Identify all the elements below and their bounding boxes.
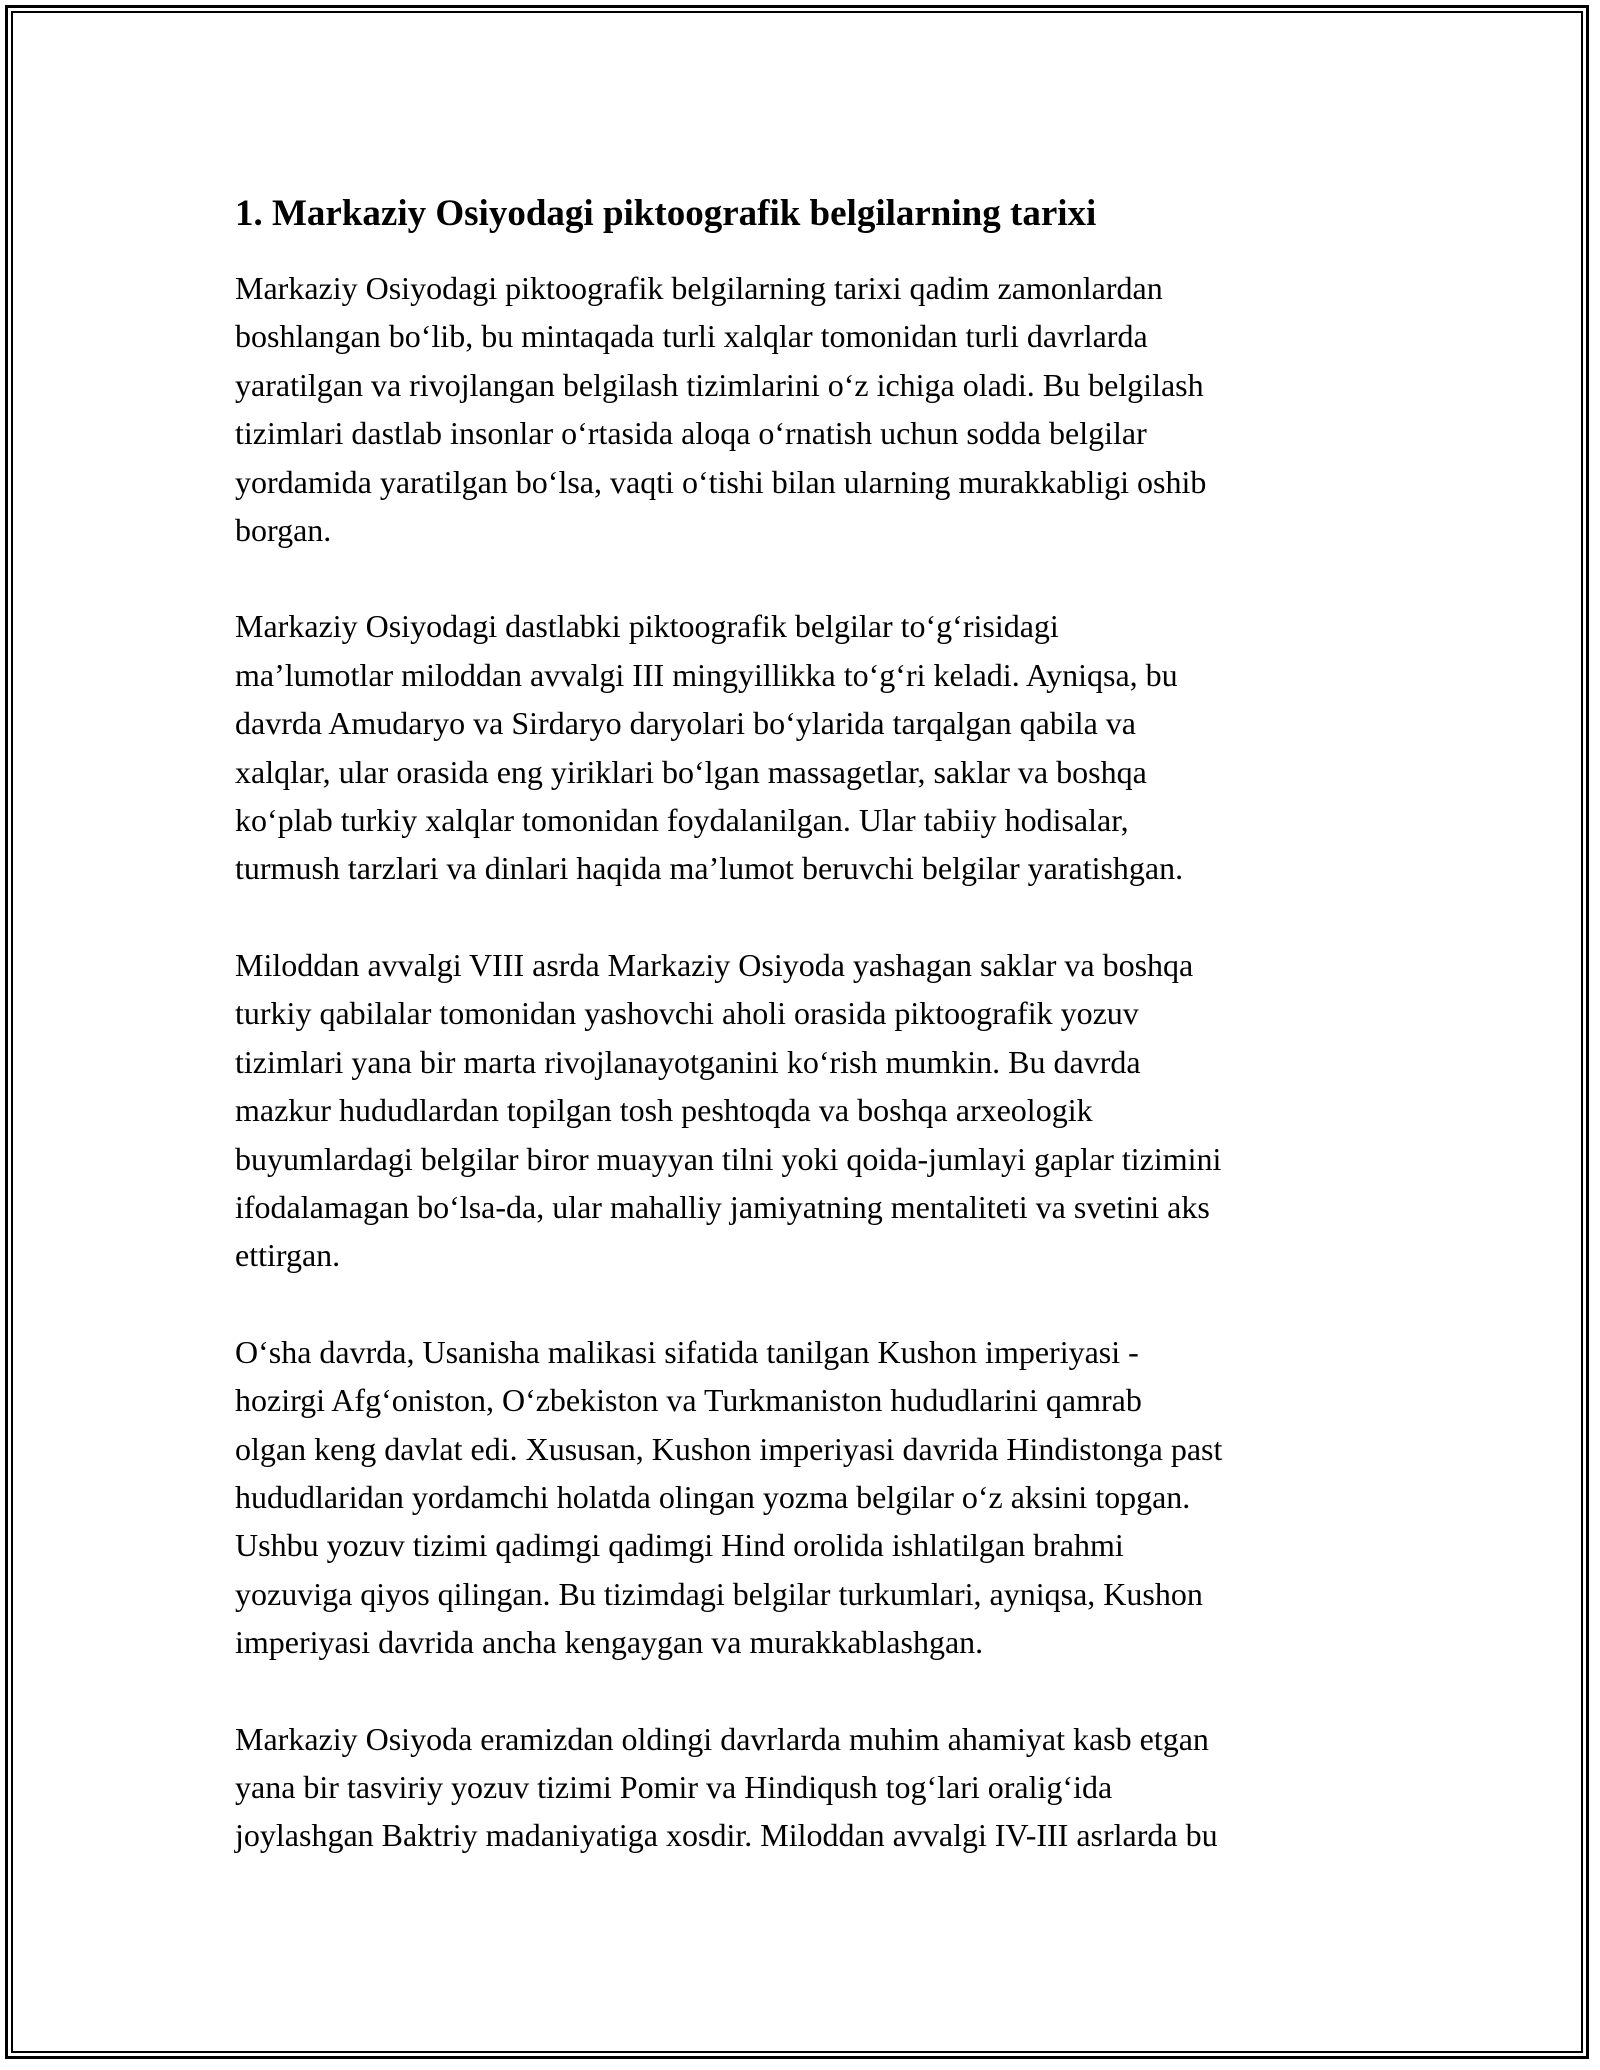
paragraph-1: Markaziy Osiyodagi piktoografik belgilarning tarixi qadim zamonlardan boshlangan bo‘lib, bu mintaqada turli xalqlar tomonidan turli davrlarda yaratilgan va rivojlangan belgilash tizimlarini o‘z ichiga oladi. Bu belgilash tizimlari dastlab insonlar o‘rtasida aloqa o‘rnatish uchun sodda belgilar yordamida yaratilgan bo‘lsa, vaqti o‘tishi bilan ularning murakkabligi oshib borgan. — [235, 270, 1207, 549]
paragraph-5: Markaziy Osiyoda eramizdan oldingi davrlarda muhim ahamiyat kasb etgan yana bir tasviriy yozuv tizimi Pomir va Hindiqush tog‘lari oralig‘ida joylashgan Baktriy madaniyatiga xosdir. Miloddan avvalgi IV-III asrlarda bu — [235, 1720, 1218, 1854]
section-title: 1. Markaziy Osiyodagi piktoografik belgilarning tarixi — [235, 193, 1097, 234]
paragraph-2: Markaziy Osiyodagi dastlabki piktoografik belgilar to‘g‘risidagi ma’lumotlar miloddan avvalgi III mingyillikka to‘g‘ri keladi. Ayniqsa, bu davrda Amudaryo va Sirdaryo daryolari bo‘ylarida tarqalgan qabila va xalqlar, ular orasida eng yiriklari bo‘lgan massagetlar, saklar va boshqa ko‘plab turkiy xalqlar tomonidan foydalanilgan. Ular tabiiy hodisalar, turmush tarzlari va dinlari haqida ma’lumot beruvchi belgilar yaratishgan. — [235, 608, 1184, 887]
document-body — [235, 188, 1375, 1908]
paragraph-4: O‘sha davrda, Usanisha malikasi sifatida tanilgan Kushon imperiyasi - hozirgi Afg‘oniston, O‘zbekiston va Turkmaniston hududlarini qamrab olgan keng davlat edi. Xususan, Kushon imperiyasi davrida Hindistonga past hududlaridan yordamchi holatda olingan yozma belgilar o‘z aksini topgan. Ushbu yozuv tizimi qadimgi qadimgi Hind orolida ishlatilgan brahmi yozuviga qiyos qilingan. Bu tizimdagi belgilar turkumlari, ayniqsa, Kushon imperiyasi davrida ancha kengaygan va murakkablashgan. — [235, 1333, 1223, 1661]
paragraph-3: Miloddan avvalgi VIII asrda Markaziy Osiyoda yashagan saklar va boshqa turkiy qabilalar tomonidan yashovchi aholi orasida piktoografik yozuv tizimlari yana bir marta rivojlanayotganini ko‘rish mumkin. Bu davrda mazkur hududlardan topilgan tosh peshtoqda va boshqa arxeologik buyumlardagi belgilar biror muayyan tilni yoki qoida-jumlayi gaplar tizimini ifodalamagan bo‘lsa-da, ular mahalliy jamiyatning mentaliteti va svetini aks ettirgan. — [235, 946, 1222, 1274]
